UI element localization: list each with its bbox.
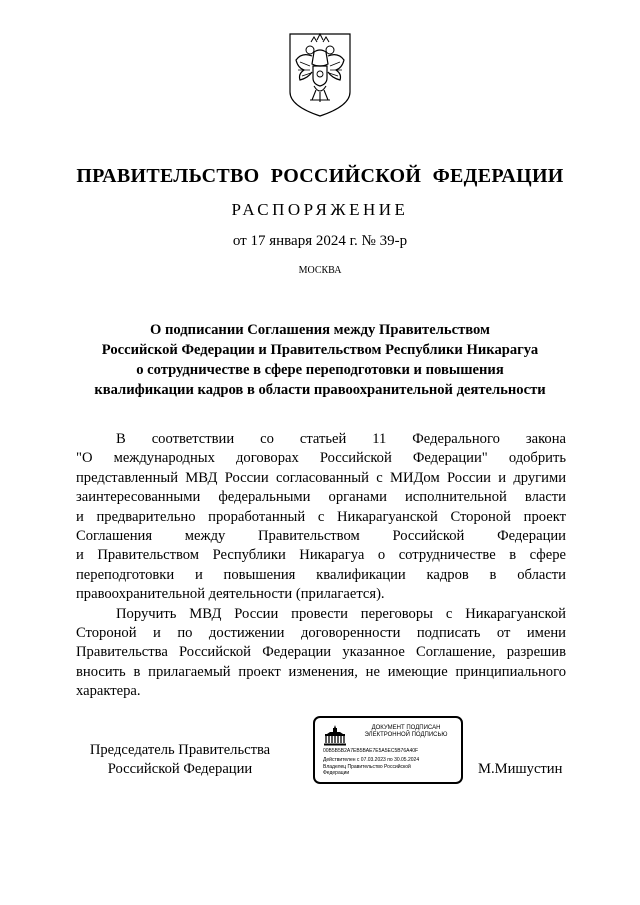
document-date-number: от 17 января 2024 г. № 39-р — [232, 233, 408, 249]
body-line: характера. — [76, 683, 141, 700]
document-subject — [60, 320, 580, 400]
body-line: Поручить МВД России провести переговоры с Никарагуанской — [116, 605, 566, 622]
body-line: В соответствии со статьей 11 Федерального закона — [116, 431, 566, 447]
signer-name: М.Мишустин — [478, 761, 563, 777]
subject-line: О подписании Соглашения между Правительством — [150, 322, 490, 338]
body-line: Правительства Российской Федерации указанное Соглашение, разрешив — [76, 644, 566, 661]
signer-position — [80, 741, 280, 780]
esign-validity: Действителен с 07.03.2023 по 30.05.2024 — [323, 757, 420, 763]
esign-certificate: 00B5B5B2A7EB5BAE7E5A5EC5B76A40F — [323, 748, 419, 754]
document-body — [76, 430, 566, 701]
esign-heading — [353, 725, 459, 739]
body-line: и предварительно проработанный с Никарагуанской Стороной проект — [76, 508, 566, 525]
government-building-icon — [323, 724, 347, 746]
body-line: Соглашения между Правительством Российской Федерации — [76, 527, 566, 544]
esign-owner: Владелец Правительство Российской — [323, 764, 411, 770]
body-line: представленный МВД России согласованный с МИДом России и другими — [76, 469, 566, 486]
subject-line: квалификации кадров в области правоохранительной деятельности — [94, 382, 546, 398]
document-type: РАСПОРЯЖЕНИЕ — [231, 200, 409, 219]
document-city: МОСКВА — [298, 265, 342, 276]
body-line: правоохранительной деятельности (прилагается). — [76, 586, 385, 603]
double-headed-eagle-emblem-icon — [284, 30, 356, 118]
signer-position-line: Российской Федерации — [107, 761, 253, 778]
body-line: заинтересованными федеральными органами исполнительной власти — [76, 489, 566, 506]
body-line: Стороной и по достижении договоренности подписать от имени — [76, 624, 566, 641]
subject-line: о сотрудничестве в сфере переподготовки и повышения — [136, 362, 504, 378]
body-line: и Правительством Республики Никарагуа о сотрудничестве в сфере — [76, 547, 566, 564]
body-line: "О международных договорах Российской Федерации" одобрить — [76, 450, 566, 467]
body-line: вносить в прилагаемый проект изменения, не имеющие принципиального — [76, 663, 566, 680]
body-line: переподготовки и повышения квалификации кадров в области — [76, 566, 566, 583]
subject-line: Российской Федерации и Правительством Республики Никарагуа — [101, 342, 539, 358]
esign-heading-line: ЭЛЕКТРОННОЙ ПОДПИСЬЮ — [364, 732, 448, 738]
esign-heading-line: ДОКУМЕНТ ПОДПИСАН — [371, 725, 441, 731]
electronic-signature-stamp — [313, 716, 463, 784]
signer-position-line: Председатель Правительства — [89, 742, 271, 758]
issuing-authority-title: ПРАВИТЕЛЬСТВО РОССИЙСКОЙ ФЕДЕРАЦИИ — [76, 165, 564, 187]
esign-owner-cont: Федерации — [323, 770, 350, 776]
